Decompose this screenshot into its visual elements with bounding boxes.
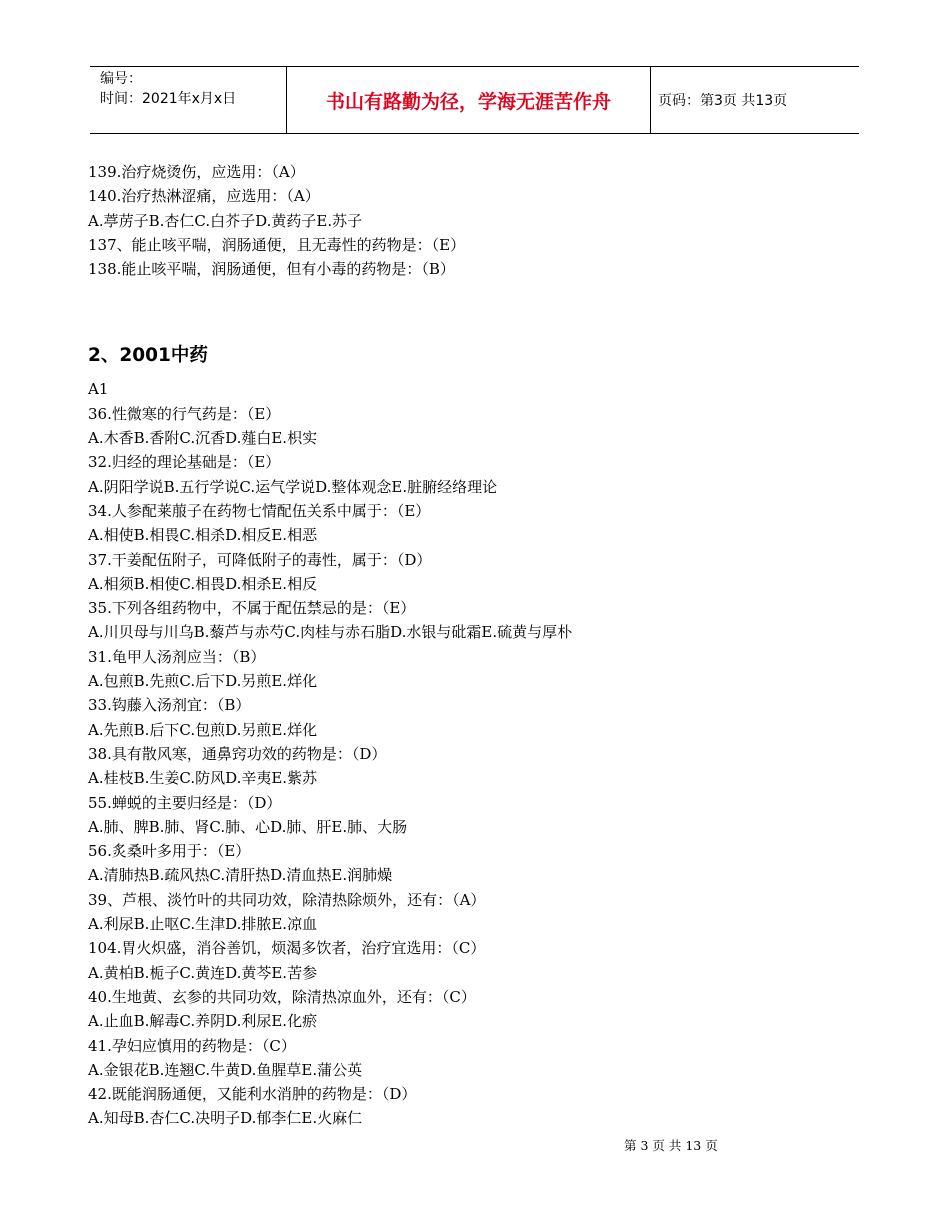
header-page-info: 页码：第3页 共13页 xyxy=(658,93,788,109)
text-line: A.黄柏B.栀子C.黄连D.黄芩E.苦参 xyxy=(88,963,318,982)
text-line: 41.孕妇应慎用的药物是：（C） xyxy=(88,1036,296,1055)
text-line: 140.治疗热淋涩痛，应选用：（A） xyxy=(88,187,320,206)
text-line: A.金银花B.连翘C.牛黄D.鱼腥草E.蒲公英 xyxy=(88,1060,363,1079)
text-line: 104.胃火炽盛，消谷善饥，烦渴多饮者，治疗宜选用：（C） xyxy=(88,939,486,958)
document-body xyxy=(88,160,878,1131)
text-line: 40.生地黄、玄参的共同功效，除清热凉血外，还有：（C） xyxy=(88,987,476,1006)
section-gap xyxy=(88,281,878,341)
page-footer: 第 3 页 共 13 页 xyxy=(624,1138,718,1153)
question-block-2 xyxy=(88,377,878,1130)
text-line: 37.干姜配伍附子，可降低附子的毒性，属于：（D） xyxy=(88,550,432,569)
question-block-1 xyxy=(88,160,878,281)
text-line: A.先煎B.后下C.包煎D.另煎E.烊化 xyxy=(88,720,318,739)
text-line: 55.蝉蜕的主要归经是：（D） xyxy=(88,793,282,812)
text-line: A.利尿B.止呕C.生津D.排脓E.凉血 xyxy=(88,915,318,934)
text-line: 33.钩藤入汤剂宜：（B） xyxy=(88,696,251,715)
text-line: 42.既能润肠通便，又能利水消肿的药物是：（D） xyxy=(88,1085,417,1104)
text-line: 56.炙桑叶多用于：（E） xyxy=(88,842,251,861)
text-line: 34.人参配莱菔子在药物七情配伍关系中属于：（E） xyxy=(88,501,431,520)
text-line: A.清肺热B.疏风热C.清肝热D.清血热E.润肺燥 xyxy=(88,866,393,885)
text-line: A1 xyxy=(88,380,109,399)
text-line: 138.能止咳平喘，润肠通便，但有小毒的药物是：（B） xyxy=(88,260,455,279)
text-line: 31.龟甲人汤剂应当：（B） xyxy=(88,647,266,666)
text-line: 36.性微寒的行气药是：（E） xyxy=(88,404,281,423)
text-line: 32.归经的理论基础是：（E） xyxy=(88,453,281,472)
header-time-label: 时间：2021年x月x日 xyxy=(100,91,237,107)
text-line: A.葶苈子B.杏仁C.白芥子D.黄药子E.苏子 xyxy=(88,211,363,230)
section-title: 2、2001中药 xyxy=(88,345,208,367)
text-line: A.相使B.相畏C.相杀D.相反E.相恶 xyxy=(88,526,318,545)
text-line: 137、能止咳平喘，润肠通便，且无毒性的药物是：（E） xyxy=(88,235,466,254)
text-line: 139.治疗烧烫伤，应选用：（A） xyxy=(88,163,305,181)
header-number-label: 编号： xyxy=(100,71,142,87)
page-header xyxy=(90,66,859,134)
text-line: 39、芦根、淡竹叶的共同功效，除清热除烦外，还有：（A） xyxy=(88,890,486,909)
text-line: A.川贝母与川乌B.藜芦与赤芍C.肉桂与赤石脂D.水银与砒霜E.硫黄与厚朴 xyxy=(88,623,573,642)
text-line: A.包煎B.先煎C.后下D.另煎E.烊化 xyxy=(88,672,318,691)
text-line: A.止血B.解毒C.养阴D.利尿E.化瘀 xyxy=(88,1012,318,1031)
text-line: A.肺、脾B.肺、肾C.肺、心D.肺、肝E.肺、大肠 xyxy=(88,817,408,836)
text-line: A.相须B.相使C.相畏D.相杀E.相反 xyxy=(88,574,318,593)
text-line: 38.具有散风寒，通鼻窍功效的药物是：（D） xyxy=(88,744,387,763)
text-line: A.知母B.杏仁C.决明子D.郁李仁E.火麻仁 xyxy=(88,1109,363,1128)
text-line: A.木香B.香附C.沉香D.薤白E.枳实 xyxy=(88,429,318,448)
header-motto: 书山有路勤为径，学海无涯苦作舟 xyxy=(286,67,651,133)
text-line: 35.下列各组药物中，不属于配伍禁忌的是：（E） xyxy=(88,599,416,618)
text-line: A.阴阳学说B.五行学说C.运气学说D.整体观念E.脏腑经络理论 xyxy=(88,477,498,496)
header-meta xyxy=(100,69,285,109)
text-line: A.桂枝B.生姜C.防风D.辛夷E.紫苏 xyxy=(88,769,318,788)
